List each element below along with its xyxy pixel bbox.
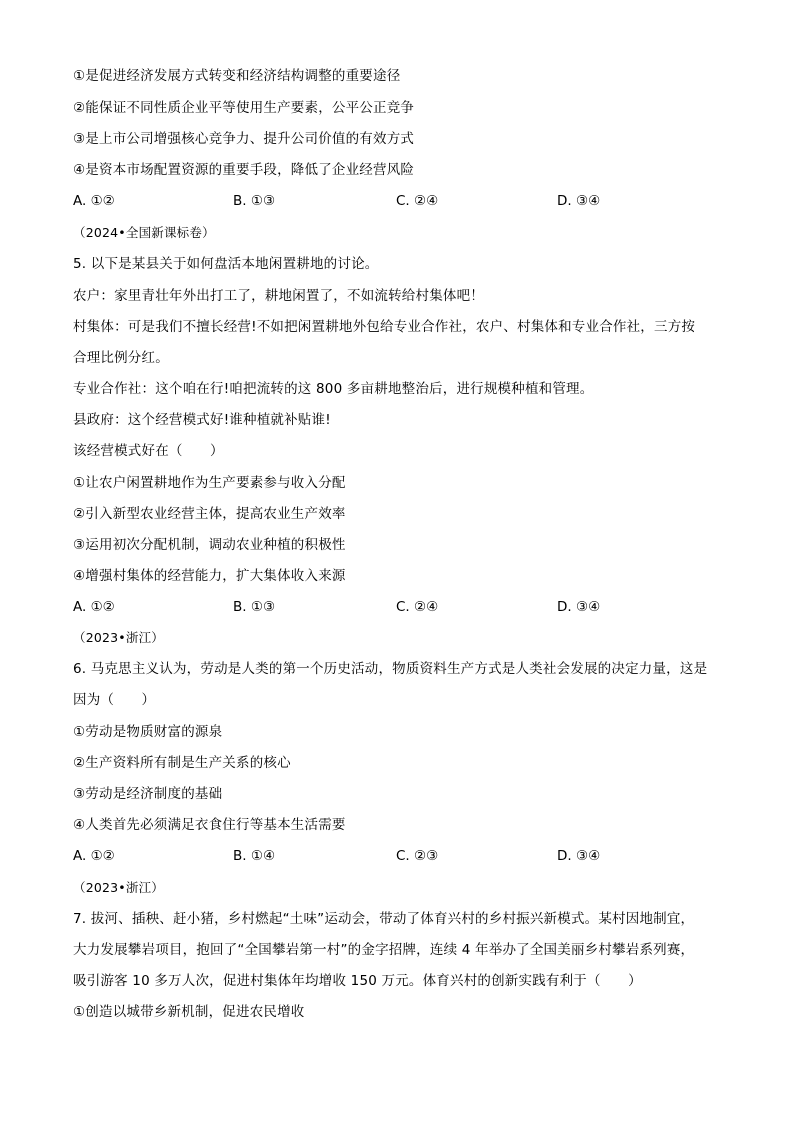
q5-item-4: ④增强村集体的经营能力，扩大集体收入来源 (73, 568, 346, 584)
q4-option-c: C. ②④ (396, 193, 439, 209)
q7-stem-line-3: 吸引游客 10 多万人次，促进村集体年均增收 150 万元。体育兴村的创新实践有利于（ ） (73, 973, 642, 989)
q5-dialogue-2: 村集体：可是我们不擅长经营!不如把闲置耕地外包给专业合作社，农户、村集体和专业合作社，三方按 (73, 319, 696, 335)
q5-option-d: D. ③④ (557, 599, 601, 615)
q5-option-c: C. ②④ (396, 599, 439, 615)
q6-stem-line-1: 6. 马克思主义认为，劳动是人类的第一个历史活动，物质资料生产方式是人类社会发展的决定力量，这是 (73, 661, 708, 677)
q4-option-d: D. ③④ (557, 193, 601, 209)
q5-prompt: 该经营模式好在（ ） (73, 443, 224, 459)
q6-option-b: B. ①④ (233, 848, 276, 864)
q6-item-2: ②生产资料所有制是生产关系的核心 (73, 755, 291, 771)
q4-option-b: B. ①③ (233, 193, 276, 209)
q5-option-b: B. ①③ (233, 599, 276, 615)
q6-option-a: A. ①② (73, 848, 115, 864)
q7-stem-line-2: 大力发展攀岩项目，抱回了“全国攀岩第一村”的金字招牌，连续 4 年举办了全国美丽乡村攀岩系列赛， (73, 942, 695, 958)
q6-option-c: C. ②③ (396, 848, 439, 864)
q5-dialogue-3: 合理比例分红。 (73, 350, 169, 366)
q5-source: （2024•全国新课标卷） (73, 225, 215, 240)
q4-item-3: ③是上市公司增强核心竞争力、提升公司价值的有效方式 (73, 131, 415, 147)
q5-dialogue-4: 专业合作社：这个咱在行!咱把流转的这 800 多亩耕地整治后，进行规模种植和管理。 (73, 381, 594, 397)
q6-source: （2023•浙江） (73, 630, 164, 645)
q4-item-1: ①是促进经济发展方式转变和经济结构调整的重要途径 (73, 68, 401, 84)
q5-item-1: ①让农户闲置耕地作为生产要素参与收入分配 (73, 475, 346, 491)
q5-dialogue-1: 农户：家里青壮年外出打工了，耕地闲置了，不如流转给村集体吧！ (73, 288, 484, 304)
q4-item-2: ②能保证不同性质企业平等使用生产要素，公平公正竞争 (73, 100, 415, 116)
q6-item-4: ④人类首先必须满足衣食住行等基本生活需要 (73, 817, 346, 833)
q6-item-3: ③劳动是经济制度的基础 (73, 786, 223, 802)
q7-source: （2023•浙江） (73, 880, 164, 895)
q6-option-d: D. ③④ (557, 848, 601, 864)
q5-dialogue-5: 县政府：这个经营模式好!谁种植就补贴谁! (73, 412, 331, 428)
q5-option-a: A. ①② (73, 599, 115, 615)
q5-item-3: ③运用初次分配机制，调动农业种植的积极性 (73, 537, 346, 553)
q7-stem-line-1: 7. 拔河、插秧、赶小猪，乡村燃起“土味”运动会，带动了体育兴村的乡村振兴新模式。某村因地制宜， (73, 911, 695, 927)
q5-item-2: ②引入新型农业经营主体，提高农业生产效率 (73, 506, 346, 522)
q6-item-1: ①劳动是物质财富的源泉 (73, 724, 223, 740)
q4-item-4: ④是资本市场配置资源的重要手段，降低了企业经营风险 (73, 162, 415, 178)
q4-option-a: A. ①② (73, 193, 115, 209)
q5-stem: 5. 以下是某县关于如何盘活本地闲置耕地的讨论。 (73, 256, 379, 272)
q6-stem-line-2: 因为（ ） (73, 692, 156, 708)
q7-item-1: ①创造以城带乡新机制，促进农民增收 (73, 1004, 305, 1020)
